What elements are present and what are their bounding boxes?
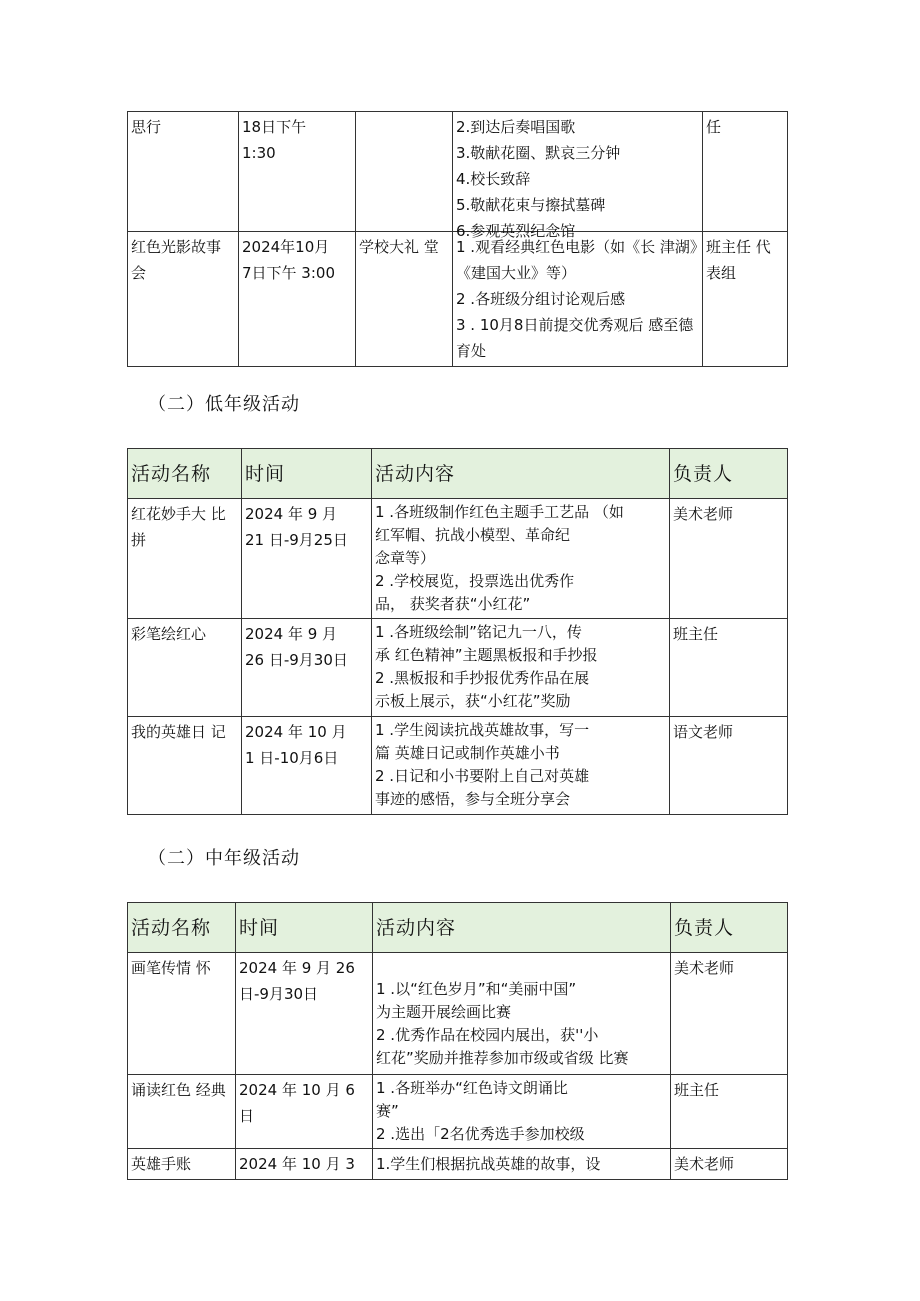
- content-line: 6.参观英烈纪念馆: [456, 222, 576, 240]
- owner-cell: [671, 1149, 788, 1180]
- header-time: 时间: [236, 903, 373, 953]
- header-time: 时间: [242, 449, 372, 499]
- time-line: 1:30: [242, 144, 276, 162]
- owner-cell: [670, 717, 788, 815]
- table-row: [128, 112, 788, 232]
- time-line: 26 日-9月30日: [245, 651, 348, 669]
- content-line: 1 .以“红色岁月”和“美丽中国”: [376, 980, 577, 998]
- owner-text: 美术老师: [673, 505, 734, 523]
- content-line: 5.敬献花束与擦拭墓碑: [456, 196, 606, 214]
- activity-name-cell: [128, 619, 242, 717]
- table-header-row: [128, 903, 788, 953]
- place-cell: [356, 232, 453, 367]
- table-row: [128, 232, 788, 367]
- header-activity-name: 活动名称: [128, 903, 236, 953]
- time-cell: [239, 112, 356, 232]
- middle-grade-activity-table: [127, 902, 788, 1180]
- content-line: 2 .日记和小书要附上自己对英雄: [375, 767, 590, 785]
- header-content: 活动内容: [373, 903, 671, 953]
- activity-name-cell: [128, 1075, 236, 1149]
- content-line: 1 .学生阅读抗战英雄故事，写一: [375, 721, 590, 739]
- content-line: 承 红色精神”主题黑板报和手抄报: [375, 646, 598, 664]
- place-text: 学校大礼 堂: [359, 238, 439, 256]
- time-cell: [242, 619, 372, 717]
- table-row: [128, 499, 788, 619]
- content-cell: [373, 953, 671, 1075]
- header-owner: 负责人: [670, 449, 788, 499]
- owner-cell: [670, 619, 788, 717]
- owner-text: 班主任: [673, 625, 719, 643]
- activity-name-cell: [128, 499, 242, 619]
- content-line: 1 .各班级制作红色主题手工艺品 （如: [375, 503, 624, 521]
- table-row: [128, 953, 788, 1075]
- content-line: 2 .选出「2名优秀选手参加校级: [376, 1125, 585, 1143]
- content-cell: [373, 1075, 671, 1149]
- owner-cell: [703, 232, 788, 367]
- content-cell: [372, 619, 670, 717]
- table-row: [128, 1149, 788, 1180]
- activity-name: 彩笔绘红心: [131, 625, 207, 643]
- content-line: 示板上展示，获“小红花”奖励: [375, 692, 571, 710]
- content-line: 1 .各班举办“红色诗文朗诵比: [376, 1079, 568, 1097]
- time-cell: [236, 1075, 373, 1149]
- content-line: 红军帽、抗战小模型、革命纪: [375, 526, 571, 544]
- owner-text: 任: [706, 118, 722, 136]
- content-line: 2.到达后奏唱国歌: [456, 118, 576, 136]
- time-line: 18日下午: [242, 118, 307, 136]
- time-line: 2024 年 9 月: [245, 505, 338, 523]
- time-line: 2024 年 9 月: [245, 625, 338, 643]
- content-line: 赛”: [376, 1102, 399, 1120]
- time-line: 7日下午 3:00: [242, 264, 335, 282]
- time-line: 2024 年 10 月 3: [239, 1155, 355, 1173]
- time-line: 日-9月30日: [239, 985, 319, 1003]
- time-line: 21 日-9月25日: [245, 531, 348, 549]
- content-line: 4.校长致辞: [456, 170, 531, 188]
- table-row: [128, 1075, 788, 1149]
- activity-name: 思行: [131, 118, 162, 136]
- content-line: 1 .观看经典红色电影（如《长 津湖》《建国大业》等）: [456, 238, 698, 282]
- owner-cell: [671, 1075, 788, 1149]
- content-line: 1 .各班级绘制”铭记九一八，传: [375, 623, 582, 641]
- content-line: 篇 英雄日记或制作英雄小书: [375, 744, 560, 762]
- content-line: 品， 获奖者获“小红花”: [375, 595, 531, 613]
- place-cell: [356, 112, 453, 232]
- header-content: 活动内容: [372, 449, 670, 499]
- time-line: 2024 年 10 月 6: [239, 1081, 355, 1099]
- content-line: 事迹的感悟，参与全班分享会: [375, 790, 571, 808]
- time-cell: [236, 1149, 373, 1180]
- content-cell: [453, 232, 703, 367]
- header-owner: 负责人: [671, 903, 788, 953]
- table-row: [128, 717, 788, 815]
- activity-table-continued: [127, 111, 788, 367]
- table-row: [128, 619, 788, 717]
- content-line: 1.学生们根据抗战英雄的故事，设: [376, 1155, 601, 1173]
- content-cell: [453, 112, 703, 240]
- activity-name: 红花妙手大 比拼: [131, 505, 226, 549]
- time-line: 2024 年 10 月: [245, 723, 347, 741]
- owner-text: 美术老师: [674, 959, 735, 977]
- owner-cell: [703, 112, 788, 232]
- activity-name-cell: [128, 112, 239, 232]
- activity-name: 英雄手账: [131, 1155, 192, 1173]
- activity-name: 诵读红色 经典: [131, 1081, 226, 1099]
- section-title-lower-grade: （二）低年级活动: [148, 394, 300, 415]
- content-line: 2 .黑板报和手抄报优秀作品在展: [375, 669, 590, 687]
- content-line: 3 . 10月8日前提交优秀观后 感至德育处: [456, 316, 694, 360]
- activity-name-cell: [128, 717, 242, 815]
- activity-name-cell: [128, 953, 236, 1075]
- time-line: 1 日-10月6日: [245, 749, 339, 767]
- time-line: 2024年10月: [242, 238, 330, 256]
- section-title-middle-grade: （二）中年级活动: [148, 848, 300, 869]
- activity-name: 我的英雄日 记: [131, 723, 226, 741]
- content-line: 2 .学校展览，投票选出优秀作: [375, 572, 575, 590]
- content-line: 红花”奖励并推荐参加市级或省级 比赛: [376, 1049, 629, 1067]
- content-line: 2 .各班级分组讨论观后感: [456, 290, 626, 308]
- activity-name: 红色光影故事会: [131, 238, 222, 282]
- content-cell: [372, 499, 670, 619]
- content-line: [376, 955, 667, 978]
- owner-text: 班主任: [674, 1081, 720, 1099]
- time-cell: [239, 232, 356, 367]
- owner-text: 美术老师: [674, 1155, 735, 1173]
- owner-cell: [670, 499, 788, 619]
- content-cell: [372, 717, 670, 815]
- content-cell: [373, 1149, 671, 1180]
- time-line: 2024 年 9 月 26: [239, 959, 355, 977]
- lower-grade-activity-table: [127, 448, 788, 815]
- activity-name-cell: [128, 1149, 236, 1180]
- time-cell: [236, 953, 373, 1075]
- owner-text: 班主任 代表组: [706, 238, 771, 282]
- content-line: 3.敬献花圈、默哀三分钟: [456, 144, 621, 162]
- content-line: 为主题开展绘画比赛: [376, 1003, 512, 1021]
- content-line: 2 .优秀作品在校园内展出，获''小: [376, 1026, 599, 1044]
- table-header-row: [128, 449, 788, 499]
- time-line: 日: [239, 1107, 255, 1125]
- time-cell: [242, 717, 372, 815]
- owner-text: 语文老师: [673, 723, 734, 741]
- time-cell: [242, 499, 372, 619]
- header-activity-name: 活动名称: [128, 449, 242, 499]
- owner-cell: [671, 953, 788, 1075]
- activity-name: 画笔传情 怀: [131, 959, 211, 977]
- activity-name-cell: [128, 232, 239, 367]
- content-line: 念章等）: [375, 549, 436, 567]
